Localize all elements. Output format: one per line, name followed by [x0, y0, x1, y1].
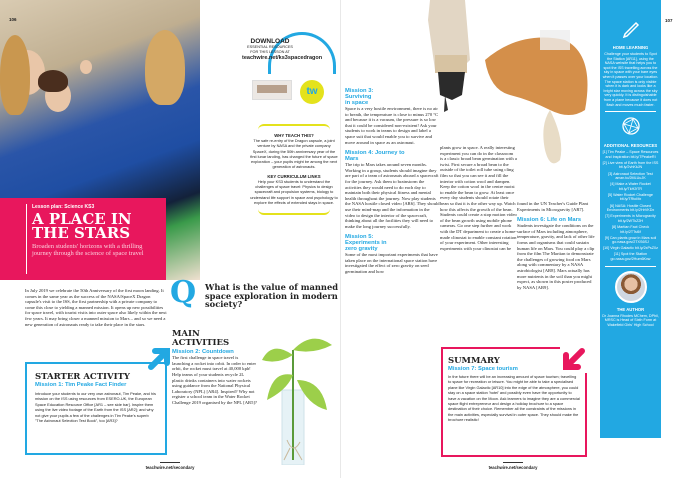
resource-link[interactable]: [7] Experiments in Microgravity bit.ly/2WTkZ2H — [605, 214, 656, 223]
mission-5-continued: plants grow in space. A really interesting experiment you can do in the classroom is a classic broad bean germination with a twist. First secure a broad bean to the outside of the toilet roll tube using cling film so that you can see it and fill the interior with cotton wool and dampen. Keep the cotton wool in the centre moist to enable the bean to grow. At least once every day students should rotate their bean so that it is the other way up. Watch how this affects the growth of the bean. Students could create a stop motion video of the bean growth using mobile phone cameras. Go one step further and work with the DT department to create a home-made clinostat to enable constant rotation of your experiment. Other interesting experiments with your clinostat can be — [440, 145, 517, 251]
summary-text: In the future there will be an increasing amount of space tourism; travelling to space for recreation or leisure. You might be able to take a specialised plane like Virgin Galactic [AR10] into the edge of the atmosphere, you could stay on a space station 'hotel' and possibly even have the opportunity to have a vacation on the Moon. Ask learners to imagine they are a commercial space flight entrepreneur and design a holiday brochure to a space destination of their choice. Remember all the constraints of the missions in the main activities, especially survival in outer space. They should make the brochure realistic! — [448, 374, 580, 423]
pencil-icon — [621, 18, 641, 38]
author-title: THE AUTHOR — [616, 306, 645, 312]
why-title: WHY TEACH THIS? — [274, 133, 314, 138]
curriculum-text: Help your KS3 students to understand the challenges of space travel: Physics to design spacecraft and propulsion systems, biology to understand life support in space and psychology to explore the effects of extended stays in space. — [250, 178, 338, 205]
download-box — [205, 38, 335, 62]
author-bio: Dr Joanna Rhodes MChem, DPhil, MRSC is Head of Sixth Form at Wakefield Girls' High School — [602, 313, 659, 327]
starter-activity-box — [25, 362, 167, 455]
author-avatar — [615, 271, 647, 303]
resource-thumbnail — [252, 80, 292, 100]
why-teach-panel — [250, 124, 338, 215]
lesson-kicker: Lesson plan: Science KS3 — [32, 204, 95, 210]
page-number-left: 106 — [9, 17, 17, 22]
divider — [605, 111, 656, 112]
why-text: The safe re-entry of the Dragon capsule, a joint venture by NASA and the private company SpaceX, during the 50th anniversary year of the first lunar landing, has changed the future of space exploration – your pupils might be among the next generation of astronauts. — [250, 138, 338, 170]
mission-4-text: The trip to Mars takes around seven months. Working in a group, students should imagine they are part of a team of astronauts aboard a spacecraft for the journey. Ask them to brainstorm the activities they would need to do each day to maintain both their physical fitness and mental health throughout the journey. Now play students the NASA hostile closed video [AR6]. They should use their mind-map and the information in the video to design the interior of the spacecraft, thinking about all the facilities they will need to make the long journey successfully. — [345, 162, 440, 229]
resource-link[interactable]: [4] Make a Water Rocket bit.ly/TkH2f7R — [610, 182, 651, 191]
resource-link[interactable]: [6] NASA: Hostile Closed Environments bit.ly/2HrVKDx — [606, 203, 655, 213]
download-title: DOWNLOAD — [250, 38, 290, 45]
home-learning-text: Challenge your students to Spot the Station [AR11], using the NASA website that helps you to spot the ISS travelling across the sky in space with your bare eyes when it passes over your location. The space station is only visible when it is dark and looks like a bright star moving across the sky very quickly. It is distinguishable from a plane because it does not flash and moves much faster. — [602, 52, 659, 107]
footer-left — [130, 462, 210, 470]
main-activities — [172, 330, 257, 406]
resource-link[interactable]: [5] Water Rocket Challenge bit.ly/TRtoMx — [608, 192, 653, 202]
resource-link[interactable]: [11] Spot the Station go.nasa.gov/2Hum6Kxw — [610, 252, 651, 261]
teachwire-logo: tw — [300, 80, 324, 104]
resource-link[interactable]: [9] Can plants grow in Mars soil go.nasa.gov/2TXS6SJ — [604, 235, 657, 245]
resource-link[interactable]: [3] Astronaut Selection Test amzn.to/2MLUuJK — [608, 171, 653, 181]
mission-3-title: Mission 3: Surviving in space — [345, 88, 374, 106]
mission-2-title: Mission 2: Countdown — [172, 349, 234, 356]
home-learning-title: HOME LEARNING — [612, 45, 649, 50]
resources-list — [602, 150, 659, 261]
page-gutter — [340, 0, 341, 478]
network-globe-icon — [621, 116, 641, 136]
page-title: A PLACE IN THE STARS — [32, 210, 132, 242]
resource-link[interactable]: [2] Live view of Earth from the ISS bit.ly/2vhKkJN — [602, 160, 659, 170]
intro-text: In July 2019 we celebrate the 50th Anniversary of the first moon landing. It comes in the same year as the success of the NASA/SpaceX Dragon capsule's visit to the ISS, the first partnership with a private company to come this close to yielding a manned mission. It opens up new possibilities for space travel, with tourist visits into outer space also likely within the next few years. It may bring closer a manned mission to Mars – and so we need a new generation of astronauts ready to take their place in the stars. — [25, 288, 167, 327]
brace-decoration — [258, 209, 330, 215]
download-link[interactable]: teachwire.net/ks3spacedragon — [242, 55, 323, 61]
key-question: What is the value of manned space exploration in modern society? — [205, 282, 339, 310]
brace-decoration — [258, 124, 330, 130]
missions-column-3 — [517, 201, 597, 290]
footer-url[interactable]: teachwire.net/secondary — [488, 465, 538, 470]
resource-link[interactable]: [10] Virgin Galactic bit.ly/2xPsZ0z — [603, 246, 658, 251]
divider — [605, 266, 656, 267]
arrow-icon — [560, 345, 588, 373]
arrow-icon — [145, 345, 173, 373]
divider — [26, 204, 27, 274]
curriculum-title: KEY CURRICULUM LINKS — [267, 173, 321, 179]
mission-5-text: Some of the most important experiments that have taken place on the international space station have investigated the effect of zero gravity on seed germination and how — [345, 252, 438, 275]
mission-4-title: Mission 4: Journey to Mars — [345, 150, 405, 163]
footer-url[interactable]: teachwire.net/secondary — [145, 465, 195, 470]
additional-resources-title: ADDITIONAL RESOURCES — [603, 143, 658, 149]
mission-6-title: Mission 6: Life on Mars — [517, 217, 582, 224]
q-mark: Q — [170, 275, 197, 310]
sidebar — [600, 0, 661, 438]
hero-banner — [0, 198, 166, 280]
starter-title: STARTER ACTIVITY — [35, 372, 130, 382]
mission-7-title: Mission 7: Space tourism — [448, 366, 518, 372]
resource-link[interactable]: [8] Martian Fact Check bit.ly/2TTsl6f — [611, 224, 650, 234]
resource-link[interactable]: [1] Tim Peake – Space Resources and Inspiration bit.ly/TPeakeRI — [602, 150, 659, 159]
starter-text: Introduce your students to our very own astronaut, Tim Peake, and his mission on the ISS using resources from ESERO-UK, the European Space Education Resource Office [AR1 – see side bar]. Inspire them using the live video footage of the Earth from the ISS [AR2]; and why not give your pupils a few of the challenges in Tim Peake's superb "The Astronaut Selection Test Book", too [AR3]? — [35, 391, 156, 424]
mission-5-title: Mission 5: Experiments in zero gravity — [345, 234, 387, 253]
page-subtitle: Broaden students' horizons with a thrilling journey through the science of space travel — [32, 243, 144, 257]
mission-3-text: Space is a very hostile environment, there is no air to breath, the temperature is close to minus 270 °C and because it is a vacuum, the pressure is so low that it could be considered non-existent! Ask your students to work in teams to design and label a space suit that would enable you to survive and move around in space as an astronaut. — [345, 106, 439, 145]
mission-1-title: Mission 1: Tim Peake Fact Finder — [35, 382, 127, 388]
download-subtitle: ESSENTIAL RESOURCES FOR THIS LESSON AT — [247, 45, 293, 54]
footer-right — [473, 462, 553, 470]
summary-title: SUMMARY — [448, 356, 500, 366]
main-activities-title: MAIN ACTIVITIES — [172, 329, 230, 348]
mission-5-end: found in the UN Teacher's Guide Plant Experiments in Microgravity [AR7]. — [517, 201, 589, 212]
page-number-right: 107 — [665, 18, 673, 23]
mission-2-text: The first challenge in space travel is launching a rocket into orbit. In order to enter orbit, the rocket must travel at 40,000 kph! Help teams of your students recycle 2L plastic drinks containers into water rockets using guidance from the National Physical Laboratory (NPL) [AR4]. Inspired? Why not register a school team in the Water Rocket Challenge 2019 organised by the NPL [AR5]? — [172, 355, 257, 405]
missions-column-1 — [345, 88, 440, 275]
mission-6-text: Students investigate the conditions on the surface of Mars including atmosphere, temperature, gravity, and lack of other life forms and organisms that could sustain human life on Mars. You could play a clip from the film The Martian to demonstrate the challenges of growing food on Mars along with commentary by a NASA astrobiologist [AR8]. Mars actually has more nutrients in the soil than you might expect, as shown in this poster produced by NASA [AR9]. — [517, 223, 595, 290]
plant-in-tube-image — [262, 330, 337, 465]
